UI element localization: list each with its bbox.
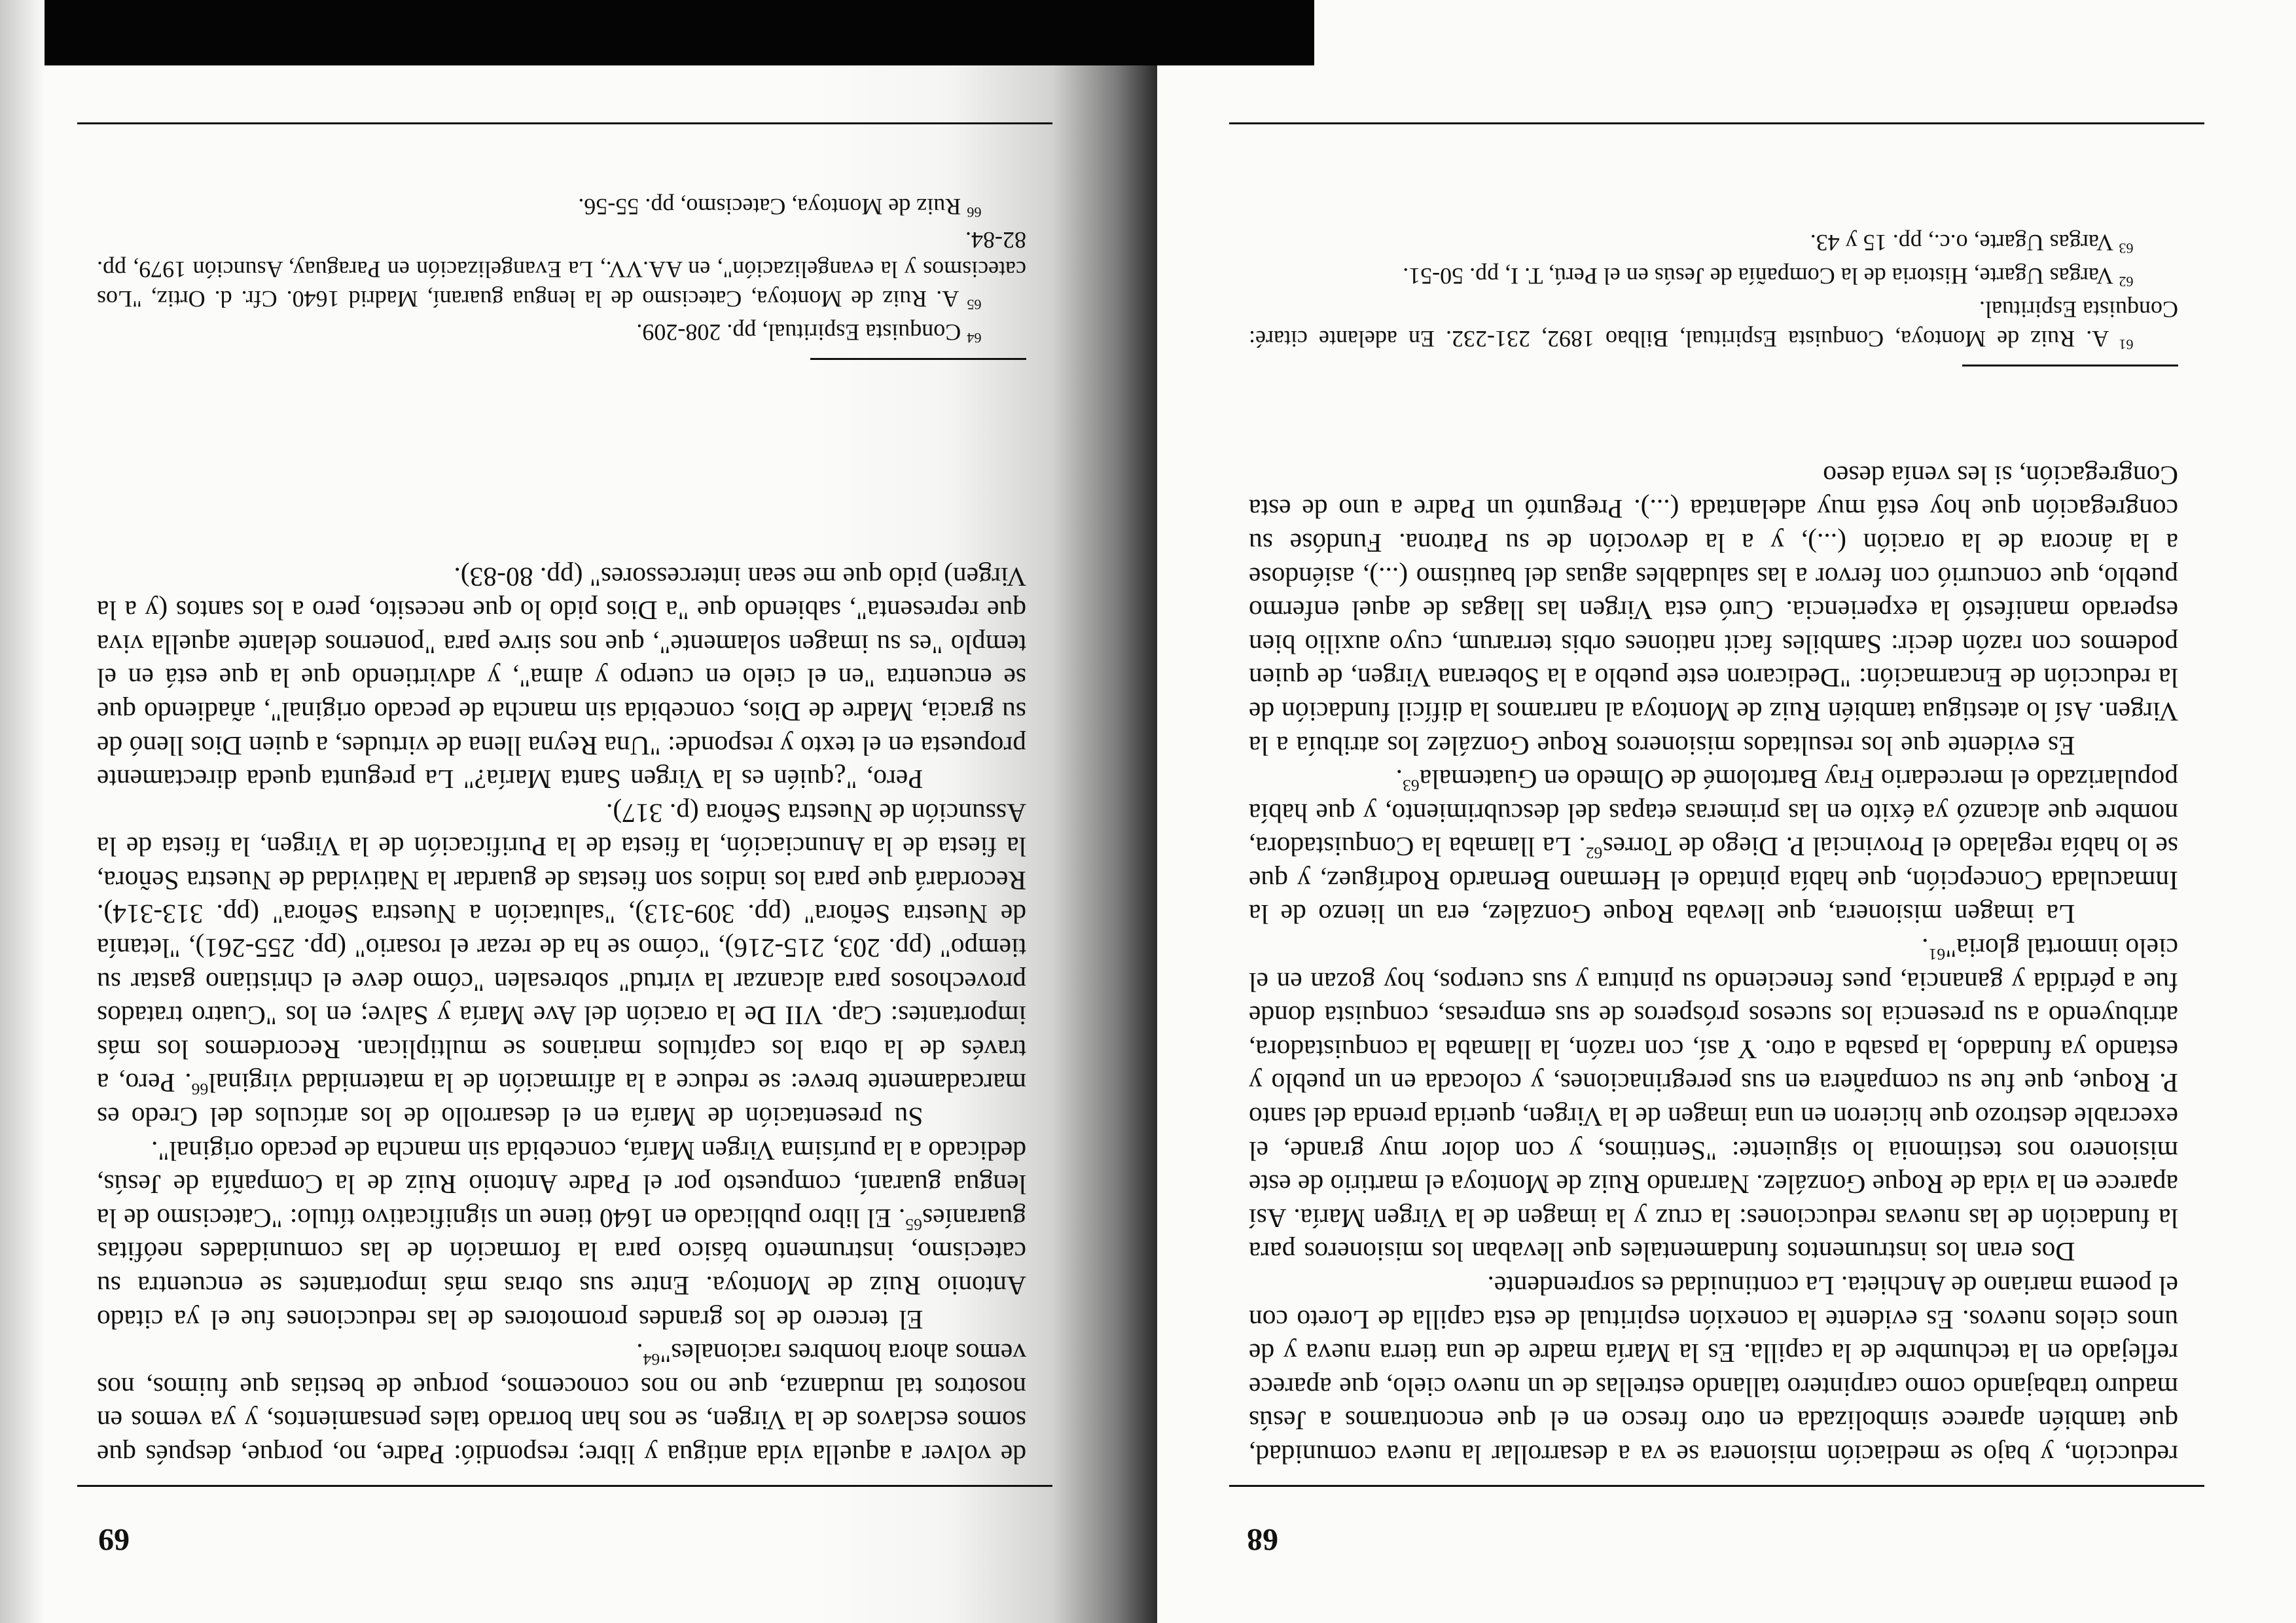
footnotes-69 bbox=[97, 188, 1026, 347]
body-text-69 bbox=[97, 560, 1026, 1471]
paragraph: reducción, y bajo se mediación misionera se va a desarrollar la nueva comunidad, que también aparece simbolizada en otro fresco en el que encontramos a Jesús maduro trabajando como carpintero tallando estrellas de un nuevo cielo, que aparece reflejado en la techumbre de la capilla. Es la María madre de una tierra nueva y de unos cielos nuevos. Es evidente la conexión espiritual de esta capilla de Loreto con el poema mariano de Anchieta. La continuidad es sorprendente. bbox=[1249, 1271, 2178, 1470]
footnote-separator bbox=[810, 358, 1026, 360]
footnote-ref: 63 bbox=[1403, 776, 1420, 795]
footnote-text: Conquista Espiritual, pp. 208-209. bbox=[636, 319, 961, 346]
paragraph-text: Su presentación de María en el desarrollo de los artículos del Credo es marcadamente breve: se reduce a la afirmación de la maternidad virginal bbox=[97, 1068, 1026, 1133]
footnotes-68 bbox=[1249, 224, 2178, 353]
footnote bbox=[1249, 294, 2178, 353]
paragraph: de volver a aquella vida antigua y libre; respondió: Padre, no, porque, después que somos esclavos de la Virgen, se nos han borrado tales pensamientos, y ya vemos en nosotros tal mudanza, que no nos conocemos, porque de bestias que fuimos, nos vemos ahora hombres racionales"$^{64}$. bbox=[97, 1338, 1026, 1470]
header-rule bbox=[1229, 1485, 2204, 1487]
footnote-ref: 62 bbox=[1585, 844, 1603, 863]
paragraph-text: . La llamaba la Conquistadora, nombre que alcanzó ya éxito en las primeras etapas del descubrimiento, y que había popularizado el mercedario Fray Bartolomé de Olmedo en Guatemala bbox=[1249, 764, 2178, 863]
footnote-mark: 65 bbox=[967, 296, 982, 313]
footnote bbox=[97, 317, 1026, 347]
page-number-69: 69 bbox=[98, 1522, 130, 1557]
footnote-mark: 63 bbox=[2119, 240, 2134, 257]
page-68 bbox=[1157, 0, 2296, 1623]
footnote-mark: 66 bbox=[967, 204, 982, 221]
footnote bbox=[1249, 261, 2178, 291]
paragraph-text: de volver a aquella vida antigua y libre; respondió: Padre, no, porque, después que somos esclavos de la Virgen, se nos han borrado tales pensamientos, y ya vemos en nosotros tal mudanza, que no nos conocemos, porque de bestias que fuimos, nos vemos ahora hombres racionales" bbox=[97, 1338, 1026, 1470]
paragraph bbox=[97, 796, 1026, 1133]
footnote-text: A. Ruiz de Montoya, Catecismo de la lengua guaraní, Madrid 1640. Cfr. d. Ortiz, "Los catecismos y la evangelización", en AA.VV., La Evangelización en Paraguay, Asunción 1979, pp. 82-84. bbox=[96, 227, 1026, 312]
paragraph-text: . El libro publicado en 1640 tiene un significativo título: "Catecismo de la lengua guaraní, compuesto por el Padre Antonio Ruiz de la Compañía de Jesús, dedicado a la purísima Virgen María, concebida sin mancha de pecado original". bbox=[97, 1135, 1026, 1234]
footnote-text: Vargas Ugarte, o.c., pp. 15 y 43. bbox=[1810, 230, 2113, 256]
paragraph: La imagen misionera, que llevaba Roque González, era un lienzo de la Inmaculada Concepción, que había pintado el Hermano Bernardo Rodríguez, y que se lo había regalado el Provincial P. Diego de Torres$^{62}$. La llamaba la Conquistadora, nombre que alcanzó ya éxito en las primeras etapas del descubrimiento, y que había popularizado el mercedario Fray Bartolomé de Olmedo en Guatemala$^{63}$. bbox=[1249, 764, 2178, 930]
paragraph-text: Dos eran los instrumentos fundamentales que llevaban los misioneros para la fundación de las nuevas reducciones: la cruz y la imagen de la Virgen María. Así aparece en la vida de Roque González. Narrando Ruiz de Montoya el martirio de este misionero nos testimonia lo siguiente: "Sentimos, y con dolor muy grande, el execrable destrozo que hicieron en una imagen de la Virgen, querida prenda del santo P. Roque, que fue su compañera en sus peregrinaciones, y colocada en un pueblo y estando ya fundado, la pasaba a otro. Y así, con razón, la llamaba la conquistadora, atribuyendo a su presencia los sucesos prósperos de sus empresas, conquista donde fue a pérdida y ganancia, pues feneciendo su pintura y sus cuerpos, hoy gozan en el cielo inmortal gloria" bbox=[1249, 933, 2178, 1268]
footnote-mark: 62 bbox=[2119, 274, 2134, 290]
footer-rule bbox=[1229, 122, 2204, 124]
paragraph: Es evidente que los resultados misioneros Roque González los atribuía a la Virgen. Así lo atestigua también Ruiz de Montoya al narramos la difícil fundación de la reducción de Encarnación: "Dedicaron este pueblo a la Soberana Virgen, de quien podemos con razón decir: Sambiles facit nationes orbis terrarum, cuyo auxilio bien esperado manifestó la experiencia. Curó esta Virgen las llagas de aquel enfermo pueblo, que concurrió con fervor a las saludables aguas del bautismo (...), asiéndose a la áncora de la oración (...), y a la devoción de su Patrona. Fundóse su congregación que hoy está muy adelantada (...). Preguntó un Padre a uno de esta Congregación, si les venía deseo bbox=[1249, 460, 2178, 761]
paragraph bbox=[97, 1133, 1026, 1336]
paragraph: Pero, "¿quién es la Virgen Santa María?" La pregunta queda directamente propuesta en el texto y responde: "Una Reyna llena de virtudes, a quien Dios llenó de su gracia, Madre de Dios, concebida sin mancha de pecado original", añadiendo que se encuentra "en el cielo en cuerpo y alma", y advirtiendo que la que está en el templo "es su imagen solamente", que nos sirve para "ponernos delante aquella viva que representa", sabiendo que "a Dios pido lo que necesito, pero a los santos (y a la Virgen) pido que me sean intercessores" (pp. 80-83). bbox=[97, 562, 1026, 795]
footnote-ref: 64 bbox=[643, 1350, 660, 1370]
footnote bbox=[97, 225, 1026, 313]
paragraph-text: El tercero de los grandes promotores de las reducciones fue el ya citado Antonio Ruiz de Montoya. Entre sus obras más importantes se encuentra su catecismo, instrumento básico para la formación de las comunidades neófitas guaraníes bbox=[97, 1203, 1026, 1335]
paragraph-text: La imagen misionera, que llevaba Roque González, era un lienzo de la Inmaculada Concepción, que había pintado el Hermano Bernardo Rodríguez, y que se lo había regalado el Provincial P. Diego de Torres bbox=[1249, 832, 2178, 930]
header-rule bbox=[77, 1485, 1052, 1487]
paragraph: Dos eran los instrumentos fundamentales que llevaban los misioneros para la fundación de las nuevas reducciones: la cruz y la imagen de la Virgen María. Así aparece en la vida de Roque González. Narrando Ruiz de Montoya el martirio de este misionero nos testimonia lo siguiente: "Sentimos, y con dolor muy grande, el execrable destrozo que hicieron en una imagen de la Virgen, querida prenda del santo P. Roque, que fue su compañera en sus peregrinaciones, y colocada en un pueblo y estando ya fundado, la pasaba a otro. Y así, con razón, la llamaba la conquistadora, atribuyendo a su presencia los sucesos prósperos de sus empresas, conquista donde fue a pérdida y ganancia, pues feneciendo su pintura y sus cuerpos, hoy gozan en el cielo inmortal gloria"$^{61}$. bbox=[1249, 933, 2178, 1268]
footnote-mark: 64 bbox=[967, 330, 982, 346]
scan-shadow-strip bbox=[0, 0, 1314, 65]
footnote-text: Ruiz de Montoya, Catecismo, pp. 55-56. bbox=[578, 194, 961, 220]
footnote bbox=[1249, 228, 2178, 257]
footnote bbox=[97, 192, 1026, 221]
footnote-ref: 65 bbox=[905, 1215, 922, 1234]
footnote-separator bbox=[1962, 365, 2178, 366]
footnote-ref: 61 bbox=[1928, 944, 1946, 964]
footnote-ref: 66 bbox=[191, 1080, 209, 1099]
body-text-68 bbox=[1249, 458, 2178, 1471]
footer-rule bbox=[77, 122, 1052, 124]
footnote-text: A. Ruiz de Montoya, Conquista Espiritual, Bilbao 1892, 231-232. En adelante citaré: Conquista Espiritual. bbox=[1249, 296, 2178, 352]
page-edge-shadow bbox=[0, 0, 45, 1623]
page-number-68: 68 bbox=[1247, 1522, 1278, 1557]
footnote-text: Vargas Ugarte, Historia de la Compañía de Jesús en el Perú, T. I, pp. 50-51. bbox=[1403, 263, 2113, 289]
paragraph-text: . Pero, a través de la obra los capítulos marianos se multiplican. Recordemos los más importantes: Cap. VII De la oración del Ave María y Salve; en los "Cuatro tratados provechosos para alcanzar la virtud" sobresalen "cómo deve el christiano gastar su tiempo" (pp. 203, 215-216), "cómo se ha de rezar el rosario" (pp. 255-261), "letanía de Nuestra Señora" (pp. 309-313), "salutación a Nuestra Señora" (pp. 313-314). Recordará que para los indios son fiestas de guardar la Natividad de Nuestra Señora, la fiesta de la Anunciación, la fiesta de la Purificación de la Virgen, la fiesta de la Assunción de Nuestra Señora (p. 317). bbox=[97, 798, 1026, 1099]
footnote-mark: 61 bbox=[2119, 336, 2134, 353]
